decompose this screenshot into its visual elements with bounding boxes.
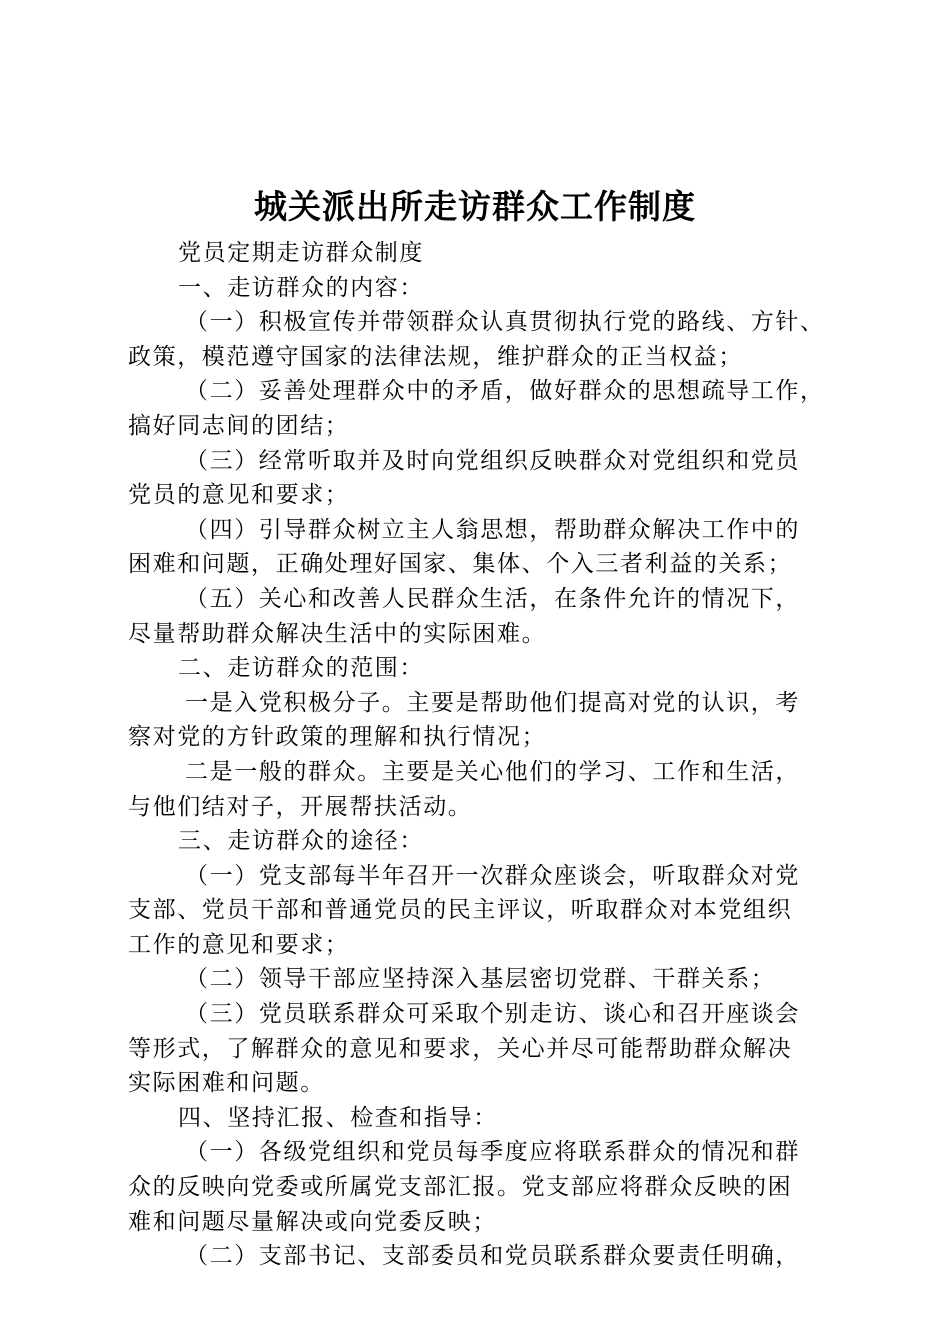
paragraph-line: 与他们结对子，开展帮扶活动。 xyxy=(128,793,473,820)
paragraph-line: （五）关心和改善人民群众生活，在条件允许的情况下， xyxy=(185,585,800,612)
paragraph-line: 实际困难和问题。 xyxy=(128,1070,325,1097)
paragraph-line: 难和问题尽量解决或向党委反映； xyxy=(128,1208,497,1235)
paragraph-line: 等形式，了解群众的意见和要求，关心并尽可能帮助群众解决 xyxy=(128,1035,793,1062)
document-body xyxy=(128,236,838,1274)
paragraph-line: 工作的意见和要求； xyxy=(128,931,350,958)
paragraph-line: （四）引导群众树立主人翁思想，帮助群众解决工作中的 xyxy=(185,516,800,543)
paragraph-line: 党员的意见和要求； xyxy=(128,482,350,509)
paragraph-line: 政策，模范遵守国家的法律法规，维护群众的正当权益； xyxy=(128,343,743,370)
paragraph-line: （一）党支部每半年召开一次群众座谈会，听取群众对党 xyxy=(185,862,800,889)
paragraph-line: 四、坚持汇报、检查和指导： xyxy=(178,1104,498,1131)
paragraph-line: 搞好同志间的团结； xyxy=(128,412,350,439)
paragraph-line: 众的反映向党委或所属党支部汇报。党支部应将群众反映的困 xyxy=(128,1174,793,1201)
paragraph-line: （一）积极宣传并带领群众认真贯彻执行党的路线、方针、 xyxy=(185,309,825,336)
paragraph-line: 一、走访群众的内容： xyxy=(178,274,424,301)
paragraph-line: 三、走访群众的途径： xyxy=(178,828,424,855)
document-title: 城关派出所走访群众工作制度 xyxy=(254,187,696,226)
paragraph-line: 一是入党积极分子。主要是帮助他们提高对党的认识，考 xyxy=(185,689,800,716)
paragraph-line: 二是一般的群众。主要是关心他们的学习、工作和生活， xyxy=(185,758,800,785)
paragraph-line: 党员定期走访群众制度 xyxy=(178,240,424,266)
paragraph-line: 困难和问题，正确处理好国家、集体、个入三者利益的关系； xyxy=(128,551,793,578)
paragraph-line: （二）支部书记、支部委员和党员联系群众要责任明确， xyxy=(185,1243,800,1270)
paragraph-line: 二、走访群众的范围： xyxy=(178,655,424,682)
paragraph-line: （三）党员联系群众可采取个别走访、谈心和召开座谈会 xyxy=(185,1001,800,1028)
paragraph-line: （二）妥善处理群众中的矛盾，做好群众的思想疏导工作， xyxy=(185,378,825,405)
paragraph-line: （二）领导干部应坚持深入基层密切党群、干群关系； xyxy=(185,966,776,993)
paragraph-line: 支部、党员干部和普通党员的民主评议，听取群众对本党组织 xyxy=(128,897,793,924)
paragraph-line: 察对党的方针政策的理解和执行情况； xyxy=(128,724,547,751)
paragraph-line: （一）各级党组织和党员每季度应将联系群众的情况和群 xyxy=(185,1139,800,1166)
paragraph-line: 尽量帮助群众解决生活中的实际困难。 xyxy=(128,620,547,647)
paragraph-line: （三）经常听取并及时向党组织反映群众对党组织和党员 xyxy=(185,447,800,474)
